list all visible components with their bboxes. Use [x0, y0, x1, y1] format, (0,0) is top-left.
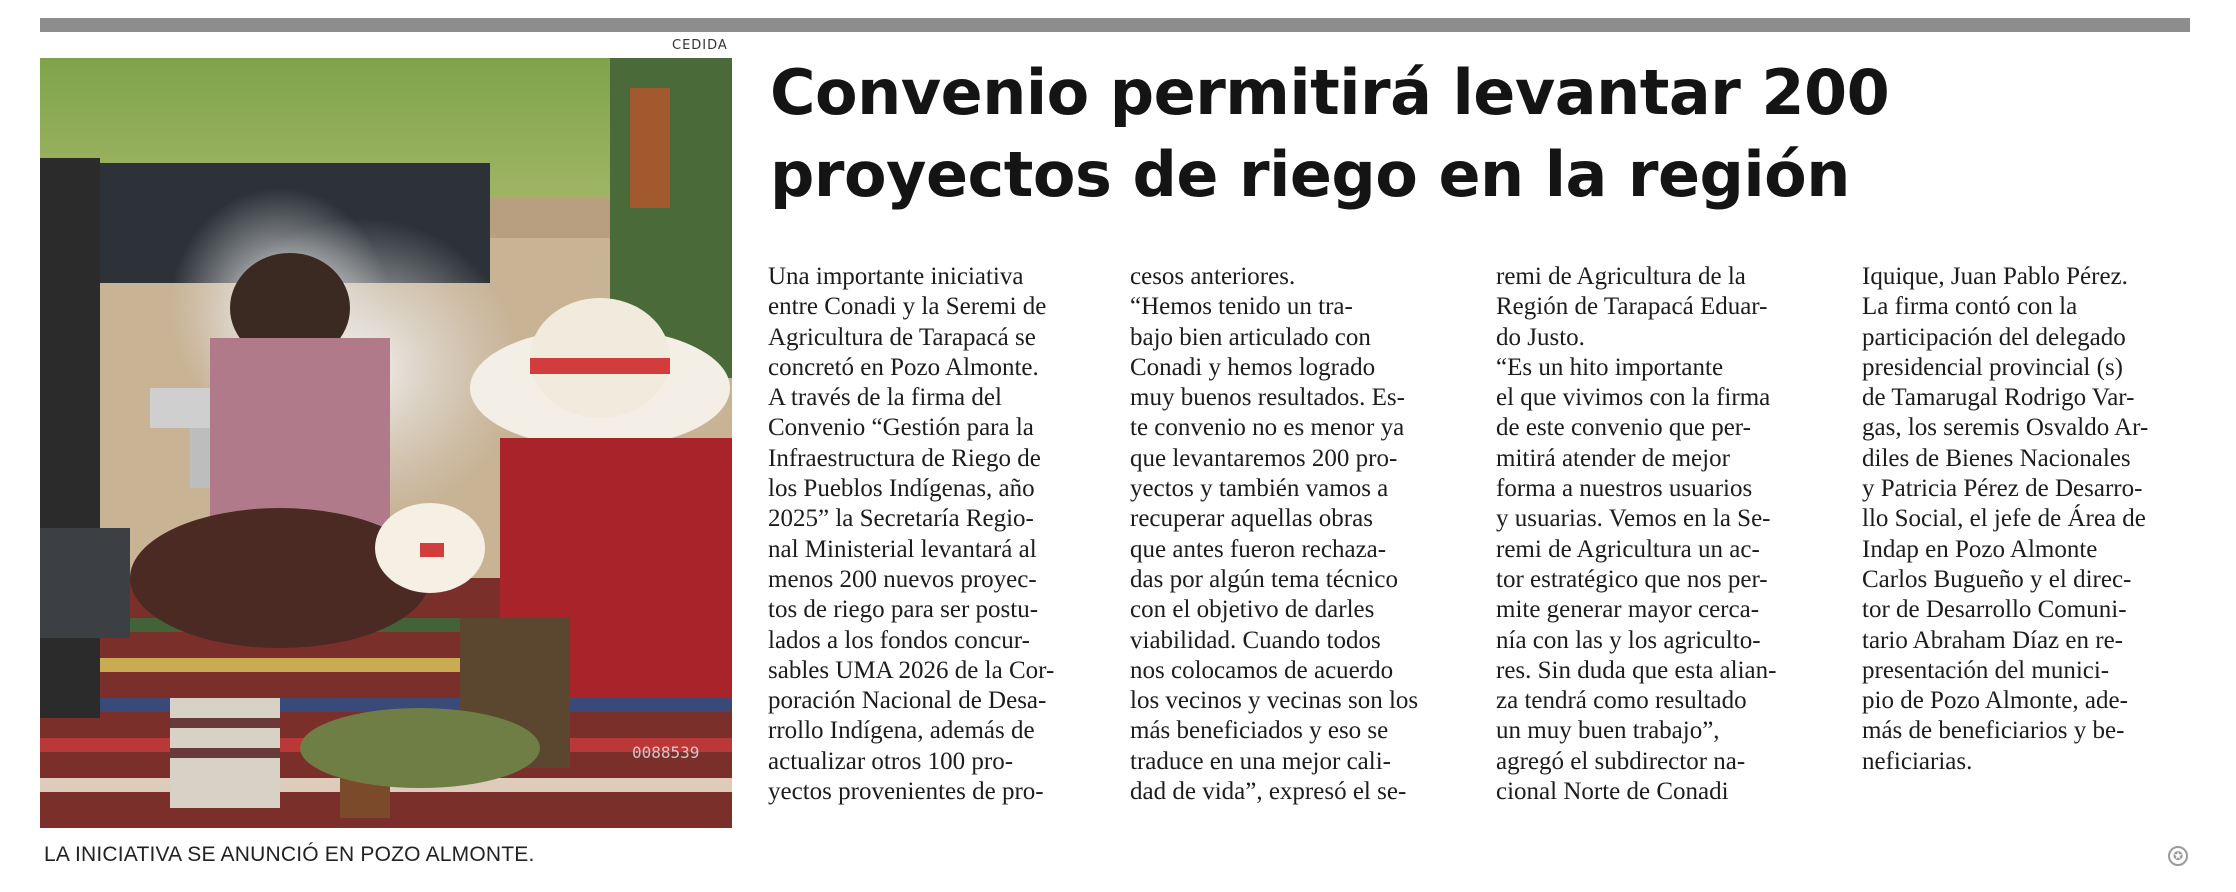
- body-text-line: tor estratégico que nos per-: [1496, 565, 1768, 593]
- body-text-line: remi de Agricultura de la: [1496, 263, 1746, 290]
- body-column-2: [1130, 262, 1460, 807]
- body-text-line: Agricultura de Tarapacá se: [768, 323, 1036, 351]
- body-text-line: gas, los seremis Osvaldo Ar-: [1862, 414, 2149, 442]
- body-text-line: participación del delegado: [1862, 323, 2126, 351]
- body-text-line: actualizar otros 100 pro-: [768, 747, 1014, 775]
- body-text-line: nal Ministerial levantará al: [768, 535, 1037, 563]
- body-text-line: yectos y también vamos a: [1130, 475, 1389, 503]
- body-text-line: presidencial provincial (s): [1862, 353, 2124, 381]
- body-text-line: que antes fueron rechaza-: [1130, 535, 1387, 563]
- body-text-line: tario Abraham Díaz en re-: [1862, 626, 2123, 654]
- body-text-line: de Tamarugal Rodrigo Var-: [1862, 384, 2135, 412]
- body-text-line: dad de vida”, expresó el se-: [1130, 778, 1407, 806]
- body-text-line: rrollo Indígena, además de: [768, 717, 1035, 745]
- photo-icon: [40, 58, 732, 828]
- body-text-line: Una importante iniciativa: [768, 263, 1024, 290]
- body-text-line: mite generar mayor cerca-: [1496, 596, 1760, 624]
- body-text-line: Infraestructura de Riego de: [768, 444, 1041, 472]
- article-headline: Convenio permitirá levantar 200 proyectos de riego en la región: [770, 56, 1890, 211]
- body-text-line: diles de Bienes Nacionales: [1862, 444, 2131, 472]
- body-column-1: [768, 262, 1100, 807]
- body-text-line: “Es un hito importante: [1496, 353, 1724, 381]
- body-text-line: más beneficiados y eso se: [1130, 717, 1389, 745]
- body-text-line: do Justo.: [1496, 323, 1585, 351]
- body-text-line: muy buenos resultados. Es-: [1130, 384, 1405, 412]
- body-column-3: [1496, 262, 1826, 807]
- end-of-article-icon: ✪: [2168, 846, 2188, 866]
- body-text-line: entre Conadi y la Seremi de: [768, 293, 1047, 321]
- article-photo: [40, 58, 732, 828]
- body-text-line: Iquique, Juan Pablo Pérez.: [1862, 263, 2128, 290]
- body-text-line: yectos provenientes de pro-: [768, 778, 1044, 806]
- body-text-line: res. Sin duda que esta alian-: [1496, 656, 1777, 684]
- body-text-line: neficiarias.: [1862, 747, 1973, 775]
- body-text-line: Convenio “Gestión para la: [768, 414, 1034, 442]
- photo-caption: LA INICIATIVA SE ANUNCIÓ EN POZO ALMONTE.: [44, 843, 535, 866]
- body-text-line: traduce en una mejor cali-: [1130, 747, 1391, 775]
- body-text-line: forma a nuestros usuarios: [1496, 475, 1753, 503]
- body-text-line: mitirá atender de mejor: [1496, 444, 1730, 472]
- body-text-line: y Patricia Pérez de Desarro-: [1862, 475, 2143, 503]
- body-text-line: poración Nacional de Desa-: [768, 687, 1047, 715]
- body-text-line: concretó en Pozo Almonte.: [768, 353, 1039, 381]
- body-text-line: Indap en Pozo Almonte: [1862, 535, 2098, 563]
- photo-credit: CEDIDA: [672, 38, 728, 53]
- body-text-line: La firma contó con la: [1862, 293, 2078, 321]
- body-text-line: Región de Tarapacá Eduar-: [1496, 293, 1768, 321]
- body-text-line: los vecinos y vecinas son los: [1130, 687, 1419, 715]
- body-text-line: llo Social, el jefe de Área de: [1862, 505, 2146, 533]
- body-text-line: 2025” la Secretaría Regio-: [768, 505, 1034, 533]
- body-text-line: que levantaremos 200 pro-: [1130, 444, 1398, 472]
- body-text-line: presentación del munici-: [1862, 656, 2110, 684]
- body-text-line: lados a los fondos concur-: [768, 626, 1030, 654]
- body-text-line: un muy buen trabajo”,: [1496, 717, 1720, 745]
- body-text-line: tos de riego para ser postu-: [768, 596, 1039, 624]
- body-text-line: cesos anteriores.: [1130, 263, 1296, 290]
- body-text-line: Conadi y hemos logrado: [1130, 353, 1376, 381]
- body-text-line: Carlos Bugueño y el direc-: [1862, 565, 2132, 593]
- body-text-line: de este convenio que per-: [1496, 414, 1751, 442]
- body-text-line: recuperar aquellas obras: [1130, 505, 1373, 533]
- body-text-line: das por algún tema técnico: [1130, 565, 1398, 593]
- body-text-line: menos 200 nuevos proyec-: [768, 565, 1037, 593]
- photo-watermark: 0088539: [632, 743, 700, 762]
- body-text-line: viabilidad. Cuando todos: [1130, 626, 1381, 654]
- body-text-line: cional Norte de Conadi: [1496, 778, 1729, 806]
- body-text-line: más de beneficiarios y be-: [1862, 717, 2125, 745]
- body-text-line: A través de la firma del: [768, 384, 1002, 412]
- body-text-line: tor de Desarrollo Comuni-: [1862, 596, 2127, 624]
- body-text-line: agregó el subdirector na-: [1496, 747, 1746, 775]
- body-text-line: “Hemos tenido un tra-: [1130, 293, 1353, 321]
- body-text-line: sables UMA 2026 de la Cor-: [768, 656, 1055, 684]
- body-text-line: za tendrá como resultado: [1496, 687, 1747, 715]
- body-text-line: nos colocamos de acuerdo: [1130, 656, 1394, 684]
- body-text-line: con el objetivo de darles: [1130, 596, 1375, 624]
- body-text-line: bajo bien articulado con: [1130, 323, 1371, 351]
- body-text-line: pio de Pozo Almonte, ade-: [1862, 687, 2128, 715]
- body-text-line: el que vivimos con la firma: [1496, 384, 1771, 412]
- body-text-line: te convenio no es menor ya: [1130, 414, 1405, 442]
- body-column-4: [1862, 262, 2192, 777]
- body-text-line: los Pueblos Indígenas, año: [768, 475, 1035, 503]
- body-text-line: remi de Agricultura un ac-: [1496, 535, 1760, 563]
- body-text-line: nía con las y los agriculto-: [1496, 626, 1761, 654]
- top-rule: [40, 18, 2190, 32]
- body-text-line: y usuarias. Vemos en la Se-: [1496, 505, 1771, 533]
